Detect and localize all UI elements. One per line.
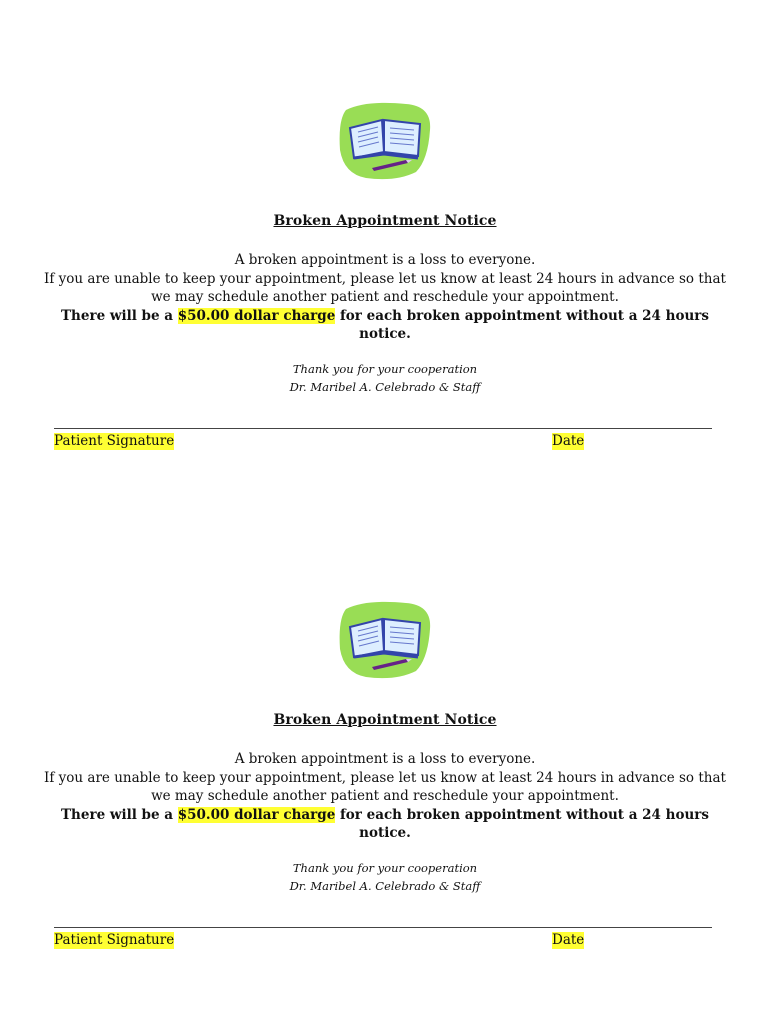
charge-statement xyxy=(40,307,730,344)
charge-amount: $50.00 dollar charge xyxy=(177,307,336,324)
signature-line xyxy=(54,428,712,429)
charge-prefix: There will be a xyxy=(61,806,178,823)
closing xyxy=(0,360,770,396)
notice-title: Broken Appointment Notice xyxy=(273,712,497,728)
date-label: Date xyxy=(552,433,585,449)
notice-line-1: A broken appointment is a loss to everyone. xyxy=(234,751,536,767)
charge-amount: $50.00 dollar charge xyxy=(177,806,336,823)
charge-statement xyxy=(40,806,730,843)
thanks-text: Thank you for your cooperation xyxy=(292,861,478,875)
date-label: Date xyxy=(552,932,585,948)
notice-2 xyxy=(0,499,770,999)
thanks-text: Thank you for your cooperation xyxy=(292,362,478,376)
notice-body xyxy=(40,251,730,344)
notice-1 xyxy=(0,0,770,500)
signoff-text: Dr. Maribel A. Celebrado & Staff xyxy=(289,879,481,893)
signature-line xyxy=(54,927,712,928)
notice-line-1: A broken appointment is a loss to everyone. xyxy=(234,252,536,268)
charge-suffix: for each broken appointment without a 24 hours notice. xyxy=(335,307,709,343)
charge-prefix: There will be a xyxy=(61,307,178,324)
open-book-icon xyxy=(336,100,434,180)
charge-suffix: for each broken appointment without a 24 hours notice. xyxy=(335,806,709,842)
closing xyxy=(0,859,770,895)
notice-body xyxy=(40,750,730,843)
patient-signature-label: Patient Signature xyxy=(54,932,175,948)
notice-line-2: If you are unable to keep your appointment, please let us know at least 24 hours in advance so that we may schedule another patient and reschedule your appointment. xyxy=(44,769,726,805)
signoff-text: Dr. Maribel A. Celebrado & Staff xyxy=(289,380,481,394)
open-book-icon xyxy=(336,599,434,679)
notice-title: Broken Appointment Notice xyxy=(273,213,497,229)
patient-signature-label: Patient Signature xyxy=(54,433,175,449)
notice-line-2: If you are unable to keep your appointment, please let us know at least 24 hours in advance so that we may schedule another patient and reschedule your appointment. xyxy=(44,270,726,306)
